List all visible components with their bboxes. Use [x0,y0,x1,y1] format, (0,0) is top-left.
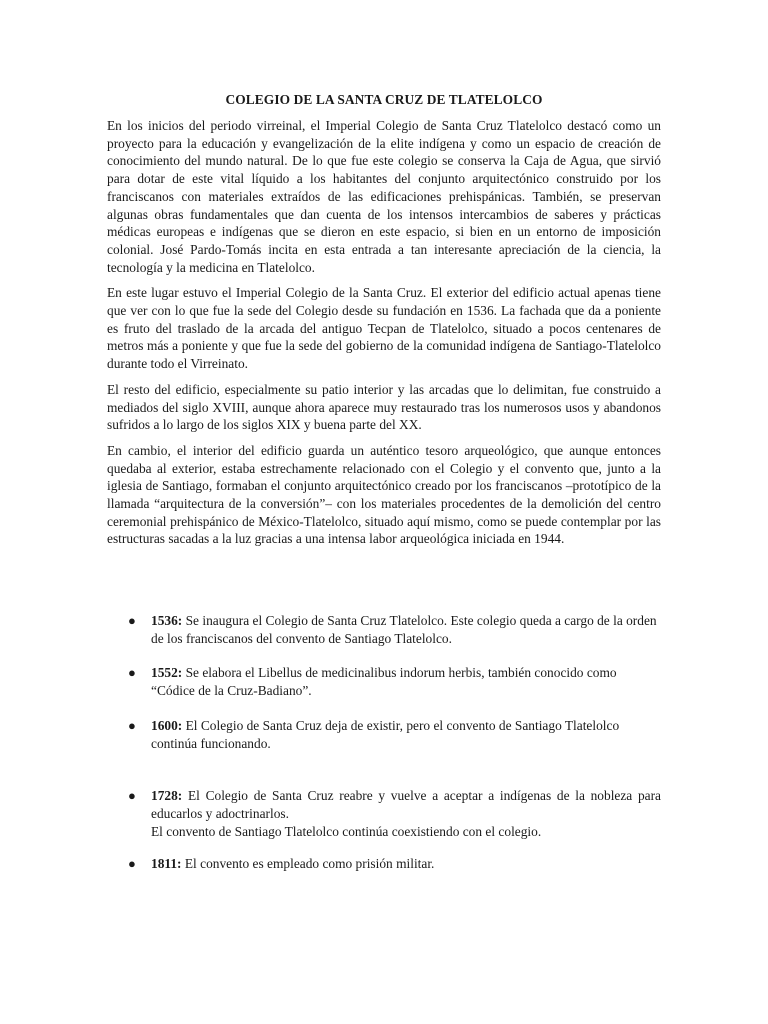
timeline-year: 1536: [151,613,183,628]
timeline-list [107,612,661,890]
timeline-item-body [151,717,661,752]
timeline-item-1811 [107,855,661,873]
document-title: COLEGIO DE LA SANTA CRUZ DE TLATELOLCO [225,92,543,107]
timeline-year: 1552: [151,665,183,681]
bullet-icon: ● [128,613,136,628]
paragraph-exterior: En este lugar estuvo el Imperial Colegio de la Santa Cruz. El exterior del edificio actual apenas tiene que ver con lo que fue la sede del Colegio desde su fundación en 1536. La fachada que da a poniente es fruto del traslado de la arcada del antiguo Tecpan de Tlatelolco, situado a pocos centenares de metros más a poniente y que fue la sede del gobierno de la comunidad indígena de Santiago-Tlatelolco durante todo el Virreinato. [107,285,661,372]
timeline-item-1536 [107,612,661,647]
timeline-note: El convento de Santiago Tlatelolco continúa coexistiendo con el colegio. [151,823,542,839]
timeline-item-body [151,855,661,873]
timeline-text: El Colegio de Santa Cruz deja de existir, pero el convento de Santiago Tlatelolco continúa funcionando. [151,717,620,751]
bullet-icon: ● [128,717,136,733]
timeline-item-body [151,664,661,699]
paragraph-intro: En los inicios del periodo virreinal, el Imperial Colegio de Santa Cruz Tlatelolco destacó como un proyecto para la educación y evangelización de la elite indígena y como un espacio de creación de conocimiento del mundo natural. De lo que fue este colegio se conserva la Caja de Agua, que sirvió para dotar de este vital líquido a los habitantes del conjunto arquitectónico construido por los franciscanos con materiales extraídos de las edificaciones prehispánicas. También, se preservan algunas obras fundamentales que dan cuenta de los intensos intercambios de saberes y prácticas médicas europeas e indígenas que se dieron en este espacio, si bien en un entorno de imposición colonial. José Pardo-Tomás incita en esta entrada a tan interesante apreciación de la ciencia, la tecnología y la medicina en Tlatelolco. [107,118,661,275]
timeline-year: 1728: [151,788,183,804]
paragraph-archaeology: En cambio, el interior del edificio guarda un auténtico tesoro arqueológico, que aunque entonces quedaba al exterior, estaba estrechamente relacionado con el Colegio y el convento que, junto a la iglesia de Santiago, formaban el conjunto arquitectónico creado por los franciscanos –prototípico de la llamada “arquitectura de la conversión”– con los materiales procedentes de la demolición del centro ceremonial prehispánico de México-Tlatelolco, situado aquí mismo, como se puede contemplar por las estructuras sacadas a la luz gracias a una intensa labor arqueológica iniciada en 1944. [107,442,661,547]
timeline-item-body [151,787,661,840]
timeline-item-1600 [107,717,661,752]
document-page [107,92,661,872]
timeline-text: El Colegio de Santa Cruz reabre y vuelve a aceptar a indígenas de la nobleza para educarlos y adoctrinarlos. [151,788,661,821]
timeline-text: Se inaugura el Colegio de Santa Cruz Tlatelolco. Este colegio queda a cargo de la orden de los franciscanos del convento de Santiago Tlatelolco. [151,613,657,646]
timeline-item-body [151,612,661,647]
timeline-year: 1811: [151,856,182,872]
timeline-item-1552 [107,664,661,699]
timeline-item-1728 [107,787,661,840]
timeline-year: 1600: [151,717,183,733]
bullet-icon: ● [128,788,136,804]
paragraph-interior: El resto del edificio, especialmente su patio interior y las arcadas que lo delimitan, fue construido a mediados del siglo XVIII, aunque ahora aparece muy restaurado tras los numerosos usos y abandonos sufridos a lo largo de los siglos XIX y buena parte del XX. [107,381,661,433]
timeline-text: Se elabora el Libellus de medicinalibus indorum herbis, también conocido como “Códice de la Cruz-Badiano”. [151,665,617,699]
bullet-icon: ● [128,856,136,872]
timeline-text: El convento es empleado como prisión militar. [184,856,435,872]
bullet-icon: ● [128,665,136,681]
